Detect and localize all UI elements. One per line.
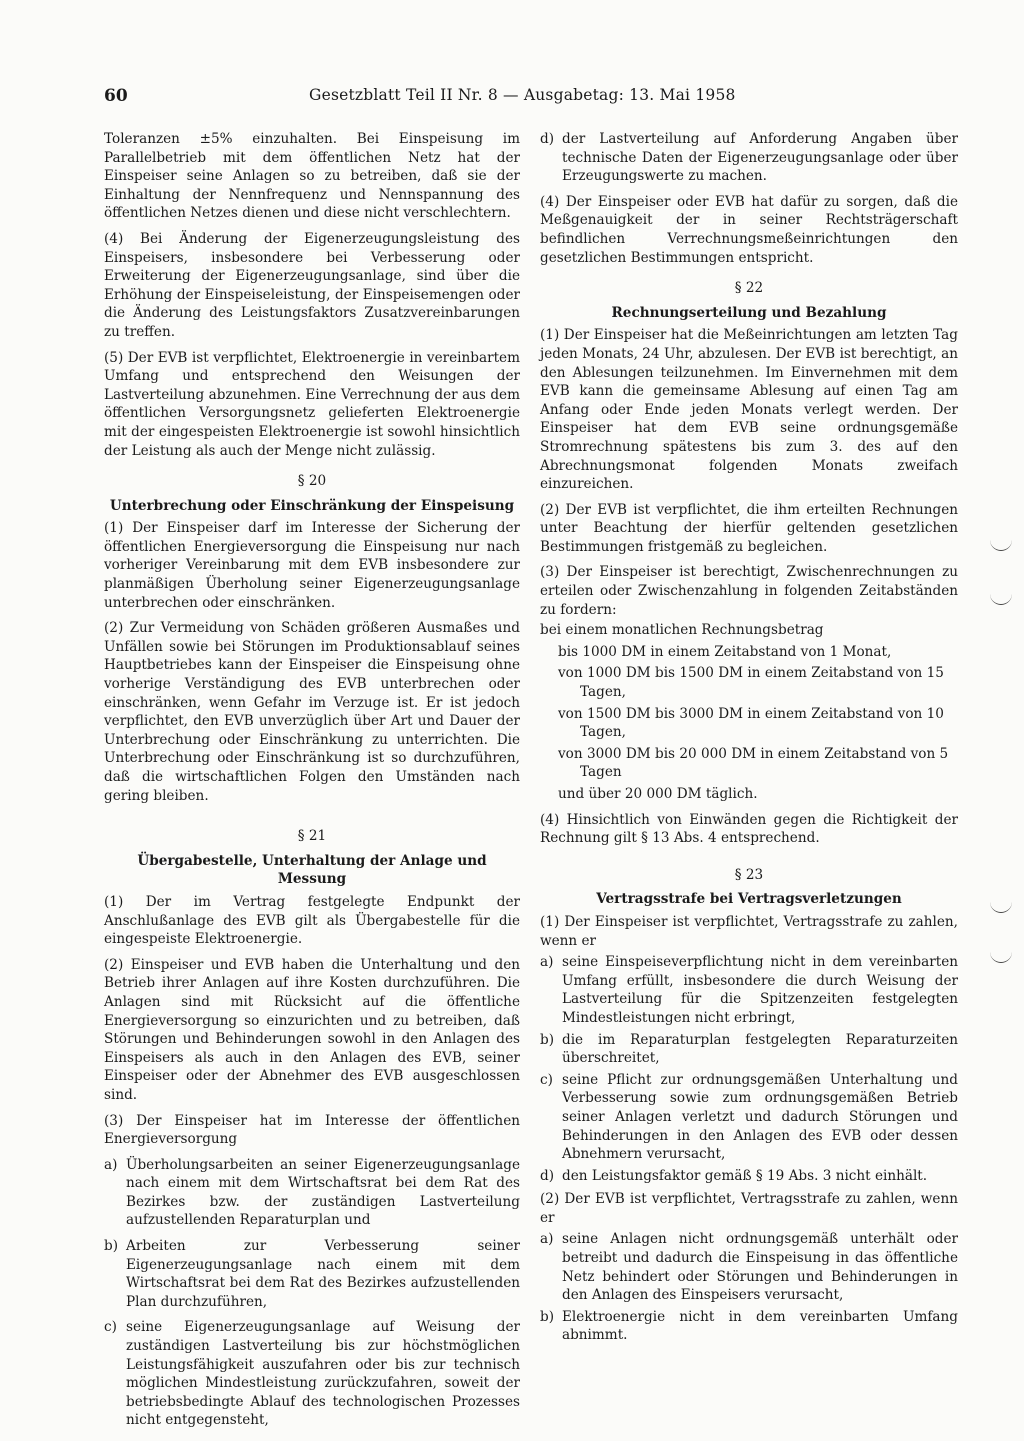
list-item: [540, 953, 958, 1027]
list-item-label: d): [540, 1167, 555, 1184]
paragraph: (2) Zur Vermeidung von Schäden größeren Ausmaßes und Unfällen sowie bei Störungen im Produktionsablauf seines Hauptbetriebes kann der Einspeiser die Einspeisung ohne vorherige Verständigung des EVB unterbrechen oder einschränken, wenn Gefahr im Verzuge ist. Er ist jedoch verpflichtet, den EVB unverzüglich über Art und Dauer der Unterbrechung oder Einschränkung zu unterrichten. Die Unterbrechung oder Einschränkung ist so durchzuführen, daß die wirtschaftlichen Folgen den Umständen nach gering bleiben.: [104, 620, 520, 804]
list-item-text: seine Einspeiseverpflichtung nicht in dem vereinbarten Umfang erfüllt, insbesondere die durch Weisung der Lastverteilung für die Spitzenzeiten festgelegten Mindestleistungen nicht erbringt,: [562, 954, 958, 1026]
margin-mark: [990, 594, 1014, 606]
payment-interval-line: und über 20 000 DM täglich.: [558, 786, 758, 802]
list-item-label: d): [540, 131, 555, 147]
list-item-label: b): [104, 1238, 119, 1255]
list-item: [540, 1071, 958, 1164]
list-item-text: seine Anlagen nicht ordnungsgemäß unterhält oder betreibt und dadurch die Einspeisung in das öffentliche Netz behindert oder Störungen und Behinderungen in den Anlagen des Einspeisers verursacht,: [562, 1231, 958, 1304]
section-heading: Unterbrechung oder Einschränkung der Einspeisung: [109, 497, 515, 514]
section-heading: Rechnungserteilung und Bezahlung: [611, 304, 887, 321]
list-item-label: a): [104, 1156, 118, 1173]
paragraph: (3) Der Einspeiser hat im Interesse der öffentlichen Energieversorgung: [104, 1112, 520, 1148]
paragraph: (1) Der Einspeiser hat die Meßeinrichtungen am letzten Tag jeden Monats, 24 Uhr, abzulesen. Der EVB ist berechtigt, an den Ablesungen teilzunehmen. Im Einvernehmen mit dem EVB kann die gemeinsame Ablesung auf einen Tag am Anfang oder Ende jeden Monats verlegt werden. Der Einspeiser hat dem EVB seine ordnungsgemäße Stromrechnung spätestens bis zum 3. des auf den Abrechnungsmonat folgenden Monats zweifach einzureichen.: [540, 327, 958, 493]
list-item-text: den Leistungsfaktor gemäß § 19 Abs. 3 nicht einhält.: [562, 1167, 928, 1184]
page-number: 60: [104, 86, 128, 106]
margin-mark: [990, 902, 1014, 914]
section-number: § 22: [734, 280, 764, 297]
left-column: [104, 130, 520, 1437]
list-item-text: Arbeiten zur Verbesserung seiner Eigenerzeugungsanlage nach einem mit dem Wirtschaftsrat bei dem Rat des Bezirkes aufzustellenden Plan durchzuführen,: [126, 1238, 520, 1310]
margin-mark: [990, 540, 1014, 552]
list-item-label: b): [540, 1308, 555, 1325]
list-item: [540, 1308, 958, 1345]
section-number: § 23: [734, 866, 764, 883]
paragraph: (2) Einspeiser und EVB haben die Unterhaltung und den Betrieb ihrer Anlagen auf ihre Kosten durchzuführen. Die Anlagen sind mit Rücksicht auf die öffentliche Energieversorgung so einzurichten und zu betreiben, daß Störungen und Behinderungen sowohl in den Anlagen des Einspeisers als auch in den Anlagen des EVB, seiner Einspeiser oder der Abnehmer des EVB ausgeschlossen sind.: [104, 956, 520, 1103]
paragraph: (3) Der Einspeiser ist berechtigt, Zwischenrechnungen zu erteilen oder Zwischenzahlung in folgenden Zeitabständen zu fordern:: [540, 564, 958, 618]
paragraph: Toleranzen ±5% einzuhalten. Bei Einspeisung im Parallelbetrieb mit dem öffentlichen Netz hat der Einspeiser seine Anlagen so zu betreiben, daß sie der Einhaltung der Nennfrequenz und Nennspannung des öffentlichen Netzes dienen und diese nicht verschlechtern.: [104, 131, 520, 222]
page-header: [104, 86, 982, 112]
list-item: [104, 1156, 520, 1230]
paragraph: (1) Der im Vertrag festgelegte Endpunkt der Anschlußanlage des EVB gilt als Übergabestelle für die eingespeiste Elektroenergie.: [104, 893, 520, 948]
paragraph: (1) Der Einspeiser ist verpflichtet, Vertragsstrafe zu zahlen, wenn er: [540, 913, 958, 949]
list-item-text: der Lastverteilung auf Anforderung Angaben über technische Daten der Eigenerzeugungsanlage oder über Erzeugungswerte zu machen.: [562, 131, 958, 185]
payment-interval-line: von 1000 DM bis 1500 DM in einem Zeitabstand von 15 Tagen,: [558, 665, 944, 701]
paragraph: (1) Der Einspeiser darf im Interesse der Sicherung der öffentlichen Energieversorgung die Einspeisung nur nach vorheriger Vereinbarung mit dem EVB insbesondere zur planmäßigen Überholung seiner Eigenerzeugungsanlage unterbrechen oder einschränken.: [104, 520, 520, 611]
margin-mark: [990, 952, 1014, 964]
list-item: [540, 1230, 958, 1304]
list-item-text: seine Pflicht zur ordnungsgemäßen Unterhaltung und Verbesserung sowie zum ordnungsgemäßen Betrieb seiner Anlagen verletzt und dadurch Störungen und Behinderungen in den Anlagen des EVB oder dessen Abnehmern verursacht,: [562, 1071, 958, 1163]
list-item-text: Elektroenergie nicht in dem vereinbarten Umfang abnimmt.: [562, 1308, 958, 1344]
section-heading: Übergabestelle, Unterhaltung der Anlage und Messung: [137, 852, 487, 888]
list-item-label: b): [540, 1031, 555, 1048]
gazette-title: Gesetzblatt Teil II Nr. 8 — Ausgabetag: 13. Mai 1958: [309, 86, 736, 104]
section-number: § 20: [297, 473, 327, 490]
list-item-text: die im Reparaturplan festgelegten Reparaturzeiten überschreitet,: [562, 1031, 958, 1067]
payment-interval-line: bis 1000 DM in einem Zeitabstand von 1 Monat,: [558, 643, 892, 660]
list-item: [540, 130, 958, 186]
paragraph: (4) Bei Änderung der Eigenerzeugungsleistung des Einspeisers, insbesondere bei Verbesserung oder Erweiterung der Eigenerzeugungsanlage, sind über die Erhöhung der Einspeiseleistung, der Einspeisemengen oder die Änderung des Leistungsfaktors Zusatzvereinbarungen zu treffen.: [104, 230, 520, 340]
paragraph: (5) Der EVB ist verpflichtet, Elektroenergie in vereinbartem Umfang und entsprechend den Weisungen der Lastverteilung abzunehmen. Eine Verrechnung der aus dem öffentlichen Versorgungsnetz gelieferten Elektroenergie mit der eingespeisten Elektroenergie ist sowohl hinsichtlich der Leistung als auch der Menge nicht zulässig.: [104, 349, 520, 459]
list-item-label: a): [540, 1231, 554, 1248]
list-item: [104, 1318, 520, 1430]
paragraph: (2) Der EVB ist verpflichtet, Vertragsstrafe zu zahlen, wenn er: [540, 1191, 958, 1226]
paragraph: (4) Hinsichtlich von Einwänden gegen die Richtigkeit der Rechnung gilt § 13 Abs. 4 entsprechend.: [540, 811, 958, 847]
list-item-label: c): [540, 1071, 553, 1088]
payment-interval-line: von 3000 DM bis 20 000 DM in einem Zeitabstand von 5 Tagen: [558, 745, 949, 781]
section-number: § 21: [297, 828, 327, 845]
payment-interval-line: von 1500 DM bis 3000 DM in einem Zeitabstand von 10 Tagen,: [558, 705, 944, 741]
list-item-text: Überholungsarbeiten an seiner Eigenerzeugungsanlage nach einem mit dem Wirtschaftsrat bei dem Rat des Bezirkes bzw. der zuständigen Lastverteilung aufzustellenden Reparaturplan und: [126, 1156, 520, 1229]
list-item: [540, 1167, 958, 1186]
list-item: [540, 1031, 958, 1068]
payment-lead: bei einem monatlichen Rechnungsbetrag: [540, 622, 824, 639]
paragraph: (2) Der EVB ist verpflichtet, die ihm erteilten Rechnungen unter Beachtung der hierfür geltenden gesetzlichen Bestimmungen fristgemäß zu begleichen.: [540, 501, 958, 555]
list-item-label: a): [540, 954, 554, 971]
section-heading: Vertragsstrafe bei Vertragsverletzungen: [596, 891, 902, 908]
paragraph: (4) Der Einspeiser oder EVB hat dafür zu sorgen, daß die Meßgenauigkeit der in seiner Rechtsträgerschaft befindlichen Verrechnungsmeßeinrichtungen den gesetzlichen Bestimmungen entspricht.: [540, 193, 958, 266]
list-item-label: c): [104, 1319, 117, 1336]
list-item: [104, 1237, 520, 1311]
right-column: [540, 130, 958, 1352]
list-item-text: seine Eigenerzeugungsanlage auf Weisung der zuständigen Lastverteilung bis zur höchstmöglichen Leistungsfähigkeit auszufahren oder bis zur technisch möglichen Mindestleistung zurückzufahren, soweit der betriebsbedingte Ablauf des technologischen Prozesses nicht entgegensteht,: [126, 1319, 520, 1429]
